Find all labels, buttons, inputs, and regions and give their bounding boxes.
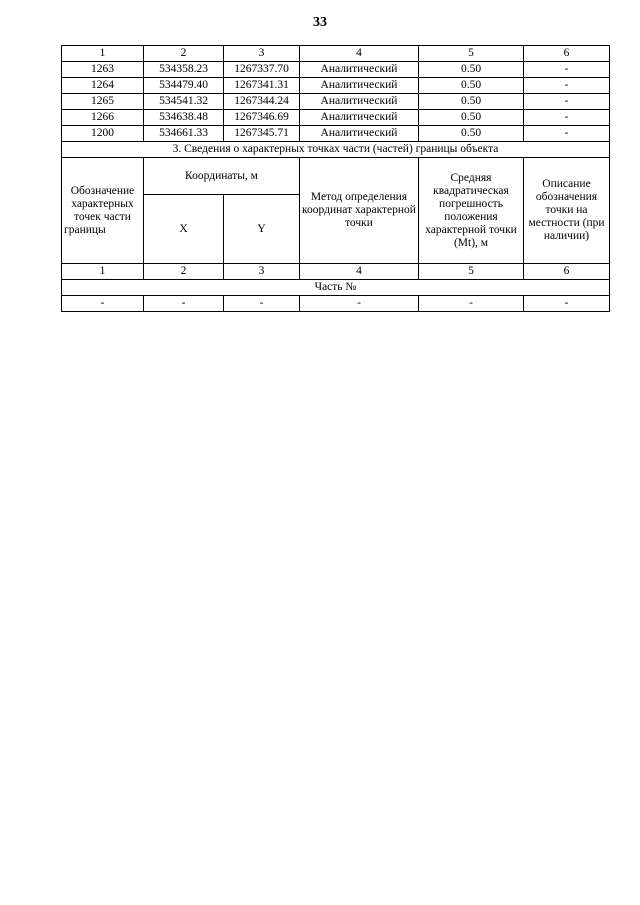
description: - xyxy=(524,94,610,110)
description: - xyxy=(524,78,610,94)
method: Аналитический xyxy=(300,126,419,142)
error: 0.50 xyxy=(419,110,524,126)
part-label: Часть № xyxy=(62,280,610,296)
method: Аналитический xyxy=(300,110,419,126)
empty-cell: - xyxy=(144,296,224,312)
method: Аналитический xyxy=(300,78,419,94)
header-method: Метод определения координат характерной точки xyxy=(300,158,419,264)
point-id: 1264 xyxy=(62,78,144,94)
coord-x: 534358.23 xyxy=(144,62,224,78)
column-number: 4 xyxy=(300,264,419,280)
part-label-row xyxy=(62,280,610,296)
coord-y: 1267344.24 xyxy=(224,94,300,110)
empty-data-row xyxy=(62,296,610,312)
coord-x: 534661.33 xyxy=(144,126,224,142)
header-description: Описание обозначения точки на местности (при наличии) xyxy=(524,158,610,264)
table-row xyxy=(62,110,610,126)
error: 0.50 xyxy=(419,62,524,78)
header-x: X xyxy=(144,195,224,264)
table-row xyxy=(62,78,610,94)
section-numbers-row xyxy=(62,264,610,280)
header-number: 5 xyxy=(419,46,524,62)
point-id: 1200 xyxy=(62,126,144,142)
header-number: 3 xyxy=(224,46,300,62)
header-number: 1 xyxy=(62,46,144,62)
section-title: 3. Сведения о характерных точках части (частей) границы объекта xyxy=(62,142,610,158)
table-row xyxy=(62,94,610,110)
method: Аналитический xyxy=(300,62,419,78)
table-row xyxy=(62,126,610,142)
section-header-row xyxy=(62,158,610,195)
coord-x: 534638.48 xyxy=(144,110,224,126)
point-id: 1266 xyxy=(62,110,144,126)
empty-cell: - xyxy=(62,296,144,312)
coord-y: 1267341.31 xyxy=(224,78,300,94)
section-title-row xyxy=(62,142,610,158)
column-number: 1 xyxy=(62,264,144,280)
column-number: 2 xyxy=(144,264,224,280)
coord-y: 1267337.70 xyxy=(224,62,300,78)
empty-cell: - xyxy=(224,296,300,312)
column-number: 3 xyxy=(224,264,300,280)
header-number: 6 xyxy=(524,46,610,62)
header-point-designation: Обозначение характерных точек части границы xyxy=(62,158,144,264)
header-y: Y xyxy=(224,195,300,264)
coord-y: 1267346.69 xyxy=(224,110,300,126)
description: - xyxy=(524,126,610,142)
method: Аналитический xyxy=(300,94,419,110)
header-error: Средняя квадратическая погрешность положения характерной точки (Mt), м xyxy=(419,158,524,264)
error: 0.50 xyxy=(419,126,524,142)
description: - xyxy=(524,110,610,126)
description: - xyxy=(524,62,610,78)
coord-x: 534479.40 xyxy=(144,78,224,94)
coordinates-table xyxy=(61,45,610,312)
error: 0.50 xyxy=(419,94,524,110)
header-number: 2 xyxy=(144,46,224,62)
point-id: 1265 xyxy=(62,94,144,110)
empty-cell: - xyxy=(524,296,610,312)
coord-x: 534541.32 xyxy=(144,94,224,110)
header-coordinates: Координаты, м xyxy=(144,158,300,195)
empty-cell: - xyxy=(300,296,419,312)
table-row xyxy=(62,62,610,78)
header-number: 4 xyxy=(300,46,419,62)
column-number: 6 xyxy=(524,264,610,280)
point-id: 1263 xyxy=(62,62,144,78)
column-number: 5 xyxy=(419,264,524,280)
coord-y: 1267345.71 xyxy=(224,126,300,142)
empty-cell: - xyxy=(419,296,524,312)
page-number: 33 xyxy=(313,15,327,30)
header-numbers-row xyxy=(62,46,610,62)
error: 0.50 xyxy=(419,78,524,94)
